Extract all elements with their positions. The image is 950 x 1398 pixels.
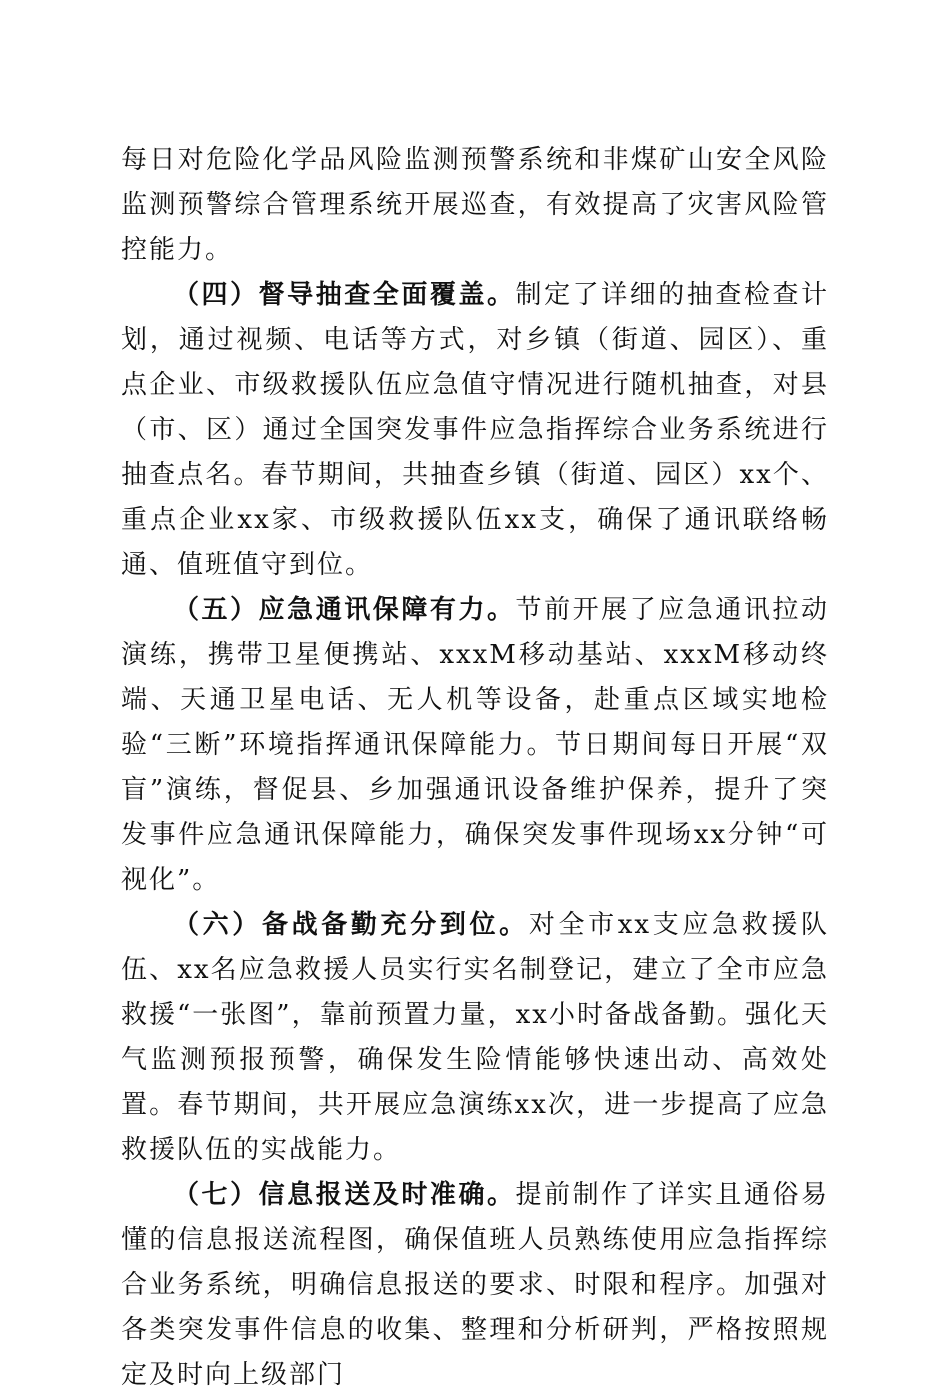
paragraph-body: 节前开展了应急通讯拉动演练，携带卫星便携站、xxxM移动基站、xxxM移动终端、天通卫星电话、无人机等设备，赴重点区域实地检验“三断”环境指挥通讯保障能力。节日期间每日开展“双盲”演练，督促县、乡加强通讯设备维护保养，提升了突发事件应急通讯保障能力，确保突发事件现场xx分钟“可视化”。 <box>121 595 829 895</box>
paragraph-continued <box>121 138 829 273</box>
paragraph-body: 提前制作了详实且通俗易懂的信息报送流程图，确保值班人员熟练使用应急指挥综合业务系统，明确信息报送的要求、时限和程序。加强对各类突发事件信息的收集、整理和分析研判，严格按照规定及时向上级部门 <box>121 1180 829 1390</box>
document-page <box>121 138 829 1398</box>
paragraph-section-5 <box>121 588 829 903</box>
paragraph-body: 制定了详细的抽查检查计划，通过视频、电话等方式，对乡镇（街道、园区）、重点企业、市级救援队伍应急值守情况进行随机抽查，对县（市、区）通过全国突发事件应急指挥综合业务系统进行抽查点名。春节期间，共抽查乡镇（街道、园区）xx个、重点企业xx家、市级救援队伍xx支，确保了通讯联络畅通、值班值守到位。 <box>121 280 829 580</box>
section-heading: （六）备战备勤充分到位。 <box>173 910 529 940</box>
paragraph-section-6 <box>121 903 829 1173</box>
section-heading: （七）信息报送及时准确。 <box>173 1180 516 1210</box>
paragraph-section-7 <box>121 1173 829 1398</box>
paragraph-body: 对全市xx支应急救援队伍、xx名应急救援人员实行实名制登记，建立了全市应急救援“一张图”，靠前预置力量，xx小时备战备勤。强化天气监测预报预警，确保发生险情能够快速出动、高效处置。春节期间，共开展应急演练xx次，进一步提高了应急救援队伍的实战能力。 <box>121 910 829 1165</box>
paragraph-body: 每日对危险化学品风险监测预警系统和非煤矿山安全风险监测预警综合管理系统开展巡查，有效提高了灾害风险管控能力。 <box>121 145 829 265</box>
section-heading: （五）应急通讯保障有力。 <box>173 595 516 625</box>
section-heading: （四）督导抽查全面覆盖。 <box>173 280 516 310</box>
paragraph-section-4 <box>121 273 829 588</box>
